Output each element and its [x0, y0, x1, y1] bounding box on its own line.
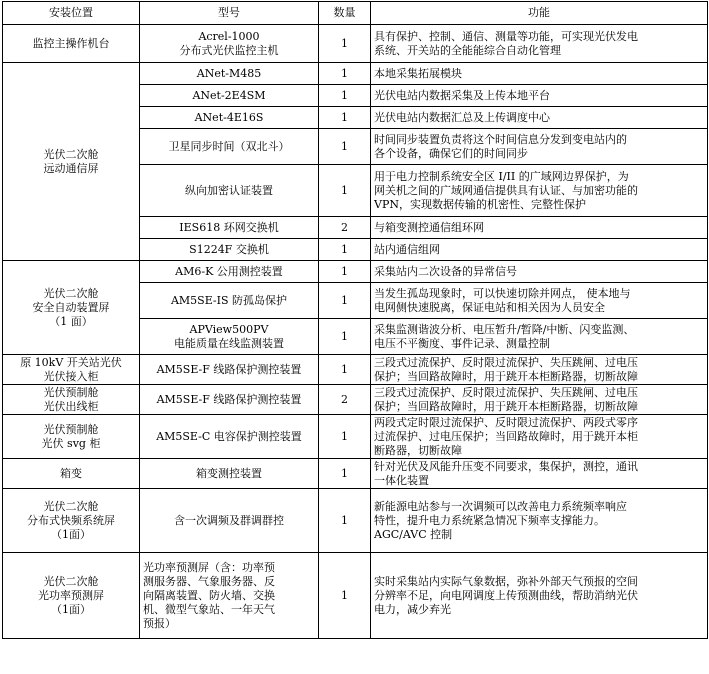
- function-cell-line: 针对光伏及风能升压变不同要求，集保护，测控，通讯: [374, 459, 638, 473]
- quantity-cell: 1: [319, 85, 371, 107]
- function-cell-line: 电网侧快速脱离，保证电站和相关因为人员安全: [374, 300, 605, 314]
- function-cell: [371, 283, 708, 319]
- function-cell-line: 与箱变测控通信组环网: [374, 220, 484, 234]
- quantity-cell: 1: [319, 129, 371, 165]
- function-cell: [371, 85, 708, 107]
- header-model: 型号: [140, 2, 319, 25]
- function-cell-line: 本地采集拓展模块: [374, 66, 462, 80]
- location-cell-line: 光伏二次舱: [43, 286, 99, 300]
- equipment-table: [2, 1, 708, 639]
- model-cell-line: AM5SE-C 电容保护测控装置: [156, 429, 302, 443]
- function-cell-line: 保护；当回路故障时，用于跳开本柜断路器，切断故障: [374, 369, 638, 383]
- function-cell-line: 用于电力控制系统安全区 I/II 的广域网边界保护，为: [374, 169, 629, 183]
- model-cell-line: Acrel-1000: [198, 29, 260, 43]
- quantity-cell: 1: [319, 489, 371, 553]
- model-cell-line: ANet-M485: [196, 66, 262, 80]
- model-cell: [140, 239, 319, 261]
- model-cell-line: 卫星同步时间（双北斗）: [168, 139, 290, 153]
- quantity-cell: 1: [319, 355, 371, 385]
- model-cell-line: 电能质量在线监测装置: [174, 336, 284, 350]
- function-cell-line: 新能源电站参与一次调频可以改善电力系统频率响应: [374, 499, 627, 513]
- table-row: [3, 355, 708, 385]
- location-cell-line: 光伏出线柜: [43, 399, 99, 413]
- model-cell: [140, 25, 319, 63]
- table-row: [3, 553, 708, 639]
- model-cell-line: AM5SE-F 线路保护测控装置: [156, 362, 302, 376]
- location-cell-line: 安全自动装置屏: [32, 300, 110, 314]
- function-cell-line: 网关机之间的广域网通信提供具有认证、与加密功能的: [374, 183, 638, 197]
- quantity-cell: 1: [319, 239, 371, 261]
- location-cell-line: 光伏 svg 柜: [41, 436, 101, 450]
- function-cell: [371, 165, 708, 217]
- location-cell-line: 光伏二次舱: [43, 147, 99, 161]
- location-cell-line: （1 面）: [49, 314, 93, 328]
- quantity-cell: 1: [319, 459, 371, 489]
- quantity-cell: 2: [319, 385, 371, 415]
- model-cell-line: AM6-K 公用测控装置: [175, 264, 283, 278]
- function-cell: [371, 25, 708, 63]
- function-cell: [371, 63, 708, 85]
- table-row: [3, 415, 708, 459]
- location-cell-line: 光伏接入柜: [43, 369, 99, 383]
- function-cell-line: 各个设备，确保它们的时间同步: [374, 146, 528, 160]
- function-cell: [371, 261, 708, 283]
- model-cell: [140, 261, 319, 283]
- model-cell: [140, 129, 319, 165]
- function-cell: [371, 459, 708, 489]
- location-cell-line: 箱变: [60, 466, 82, 480]
- location-cell: [3, 385, 140, 415]
- model-cell: [140, 319, 319, 355]
- model-cell: [140, 107, 319, 129]
- location-cell: [3, 459, 140, 489]
- model-cell: [140, 415, 319, 459]
- location-cell: [3, 355, 140, 385]
- function-cell-line: 系统、开关站的全能能综合自动化管理: [374, 43, 561, 57]
- model-cell-line: 测服务器、气象服务器、反: [143, 574, 275, 588]
- table-header-row: [3, 2, 708, 25]
- table-row: [3, 459, 708, 489]
- model-cell: [140, 217, 319, 239]
- quantity-cell: 1: [319, 553, 371, 639]
- model-cell-line: ANet-2E4SM: [192, 88, 266, 102]
- quantity-cell: 1: [319, 107, 371, 129]
- model-cell-line: AM5SE-IS 防孤岛保护: [170, 293, 288, 307]
- model-cell: [140, 553, 319, 639]
- location-cell-line: （1面）: [51, 602, 91, 616]
- function-cell: [371, 355, 708, 385]
- quantity-cell: 1: [319, 63, 371, 85]
- location-cell-line: 远动通信屏: [43, 161, 99, 175]
- function-cell-line: 时间同步装置负责将这个时间信息分发到变电站内的: [374, 132, 627, 146]
- function-cell-line: VPN，实现数据传输的机密性、完整性保护: [374, 197, 586, 211]
- function-cell: [371, 415, 708, 459]
- model-cell-line: IES618 环网交换机: [179, 220, 279, 234]
- quantity-cell: 1: [319, 165, 371, 217]
- location-cell: [3, 553, 140, 639]
- function-cell: [371, 489, 708, 553]
- table-row: [3, 261, 708, 283]
- model-cell-line: 预报）: [143, 616, 176, 630]
- model-cell-line: AM5SE-F 线路保护测控装置: [156, 392, 302, 406]
- location-cell-line: 光伏二次舱: [43, 499, 99, 513]
- function-cell-line: 站内通信组网: [374, 242, 440, 256]
- quantity-cell: 2: [319, 217, 371, 239]
- model-cell: [140, 63, 319, 85]
- function-cell-line: 三段式过流保护、反时限过流保护、失压跳闸、过电压: [374, 385, 638, 399]
- location-cell-line: 光伏预制舱: [43, 385, 99, 399]
- table-row: [3, 63, 708, 85]
- model-cell: [140, 283, 319, 319]
- header-location: 安装位置: [3, 2, 140, 25]
- function-cell-line: 断路器，切断故障: [374, 443, 462, 457]
- function-cell-line: 分辨率不足，向电网调度上传预测曲线，帮助消纳光伏: [374, 588, 638, 602]
- model-cell-line: 纵向加密认证装置: [185, 183, 273, 197]
- function-cell: [371, 107, 708, 129]
- function-cell-line: 两段式定时限过流保护、反时限过流保护、两段式零序: [374, 415, 638, 429]
- model-cell-line: ANet-4E16S: [194, 110, 264, 124]
- function-cell-line: AGC/AVC 控制: [374, 527, 453, 541]
- function-cell: [371, 217, 708, 239]
- location-cell: [3, 63, 140, 261]
- function-cell-line: 特性，提升电力系统紧急情况下频率支撑能力。: [374, 513, 605, 527]
- quantity-cell: 1: [319, 415, 371, 459]
- model-cell: [140, 385, 319, 415]
- function-cell-line: 保护；当回路故障时，用于跳开本柜断路器，切断故障: [374, 399, 638, 413]
- table-row: [3, 489, 708, 553]
- location-cell: [3, 25, 140, 63]
- model-cell-line: 含一次调频及群调群控: [174, 513, 284, 527]
- header-function: 功能: [371, 2, 708, 25]
- model-cell-line: 分布式光伏监控主机: [179, 43, 279, 57]
- function-cell-line: 实时采集站内实际气象数据，弥补外部天气预报的空间: [374, 574, 638, 588]
- function-cell: [371, 129, 708, 165]
- location-cell-line: 分布式快频系统屏: [27, 513, 115, 527]
- model-cell: [140, 355, 319, 385]
- function-cell-line: 采集站内二次设备的异常信号: [374, 264, 517, 278]
- location-cell-line: 原 10kV 开关站光伏: [20, 355, 122, 369]
- quantity-cell: 1: [319, 283, 371, 319]
- quantity-cell: 1: [319, 261, 371, 283]
- table-row: [3, 385, 708, 415]
- function-cell: [371, 385, 708, 415]
- quantity-cell: 1: [319, 319, 371, 355]
- function-cell-line: 过流保护、过电压保护；当回路故障时，用于跳开本柜: [374, 429, 638, 443]
- location-cell-line: 光伏二次舱: [43, 574, 99, 588]
- header-quantity: 数量: [319, 2, 371, 25]
- model-cell-line: S1224F 交换机: [189, 242, 269, 256]
- location-cell-line: 光功率预测屏: [38, 588, 104, 602]
- model-cell-line: 向隔离装置、防火墙、交换: [143, 588, 275, 602]
- location-cell-line: 监控主操作机台: [32, 36, 110, 50]
- function-cell-line: 光伏电站内数据采集及上传本地平台: [374, 88, 550, 102]
- function-cell-line: 一体化装置: [374, 473, 429, 487]
- function-cell-line: 当发生孤岛现象时，可以快速切除并网点， 使本地与: [374, 286, 631, 300]
- function-cell-line: 电力，减少弃光: [374, 602, 451, 616]
- model-cell-line: 光功率预测屏（含：功率预: [143, 560, 275, 574]
- model-cell: [140, 85, 319, 107]
- function-cell-line: 采集监测谐波分析、电压暂升/暂降/中断、闪变监测、: [374, 322, 635, 336]
- table-row: [3, 25, 708, 63]
- function-cell-line: 三段式过流保护、反时限过流保护、失压跳闸、过电压: [374, 355, 638, 369]
- function-cell-line: 光伏电站内数据汇总及上传调度中心: [374, 110, 550, 124]
- quantity-cell: 1: [319, 25, 371, 63]
- function-cell: [371, 239, 708, 261]
- location-cell: [3, 489, 140, 553]
- location-cell: [3, 415, 140, 459]
- location-cell: [3, 261, 140, 355]
- function-cell: [371, 553, 708, 639]
- model-cell: [140, 459, 319, 489]
- model-cell: [140, 489, 319, 553]
- location-cell-line: （1面）: [51, 527, 91, 541]
- function-cell: [371, 319, 708, 355]
- model-cell: [140, 165, 319, 217]
- model-cell-line: 箱变测控装置: [196, 466, 262, 480]
- function-cell-line: 电压不平衡度、事件记录、测量控制: [374, 336, 550, 350]
- model-cell-line: APView500PV: [189, 322, 269, 336]
- location-cell-line: 光伏预制舱: [43, 422, 99, 436]
- model-cell-line: 机、微型气象站、一年天气: [143, 602, 275, 616]
- function-cell-line: 具有保护、控制、通信、测量等功能，可实现光伏发电: [374, 29, 638, 43]
